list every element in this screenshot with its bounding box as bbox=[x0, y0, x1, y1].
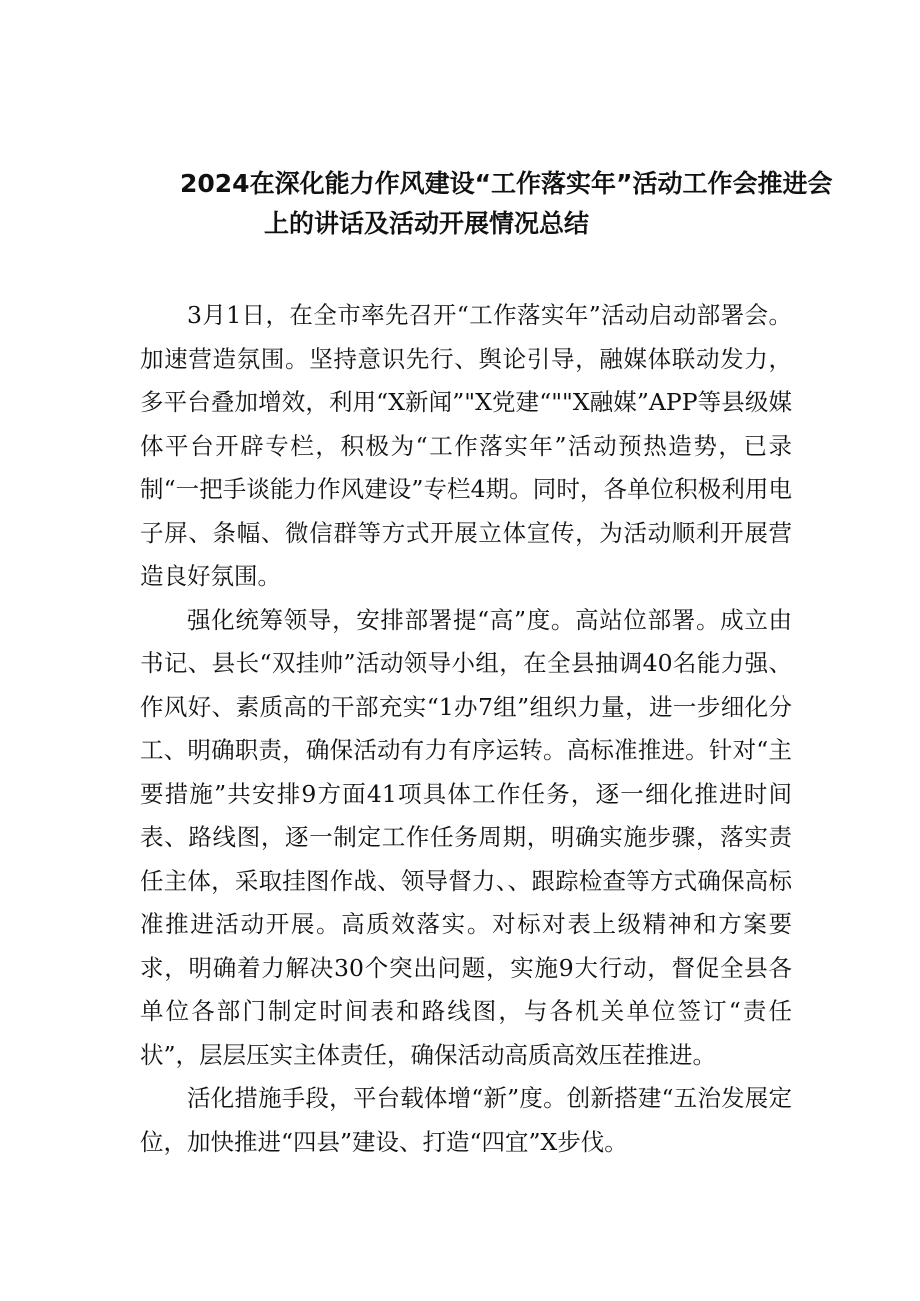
paragraph-3: 活化措施手段，平台载体增“新”度。创新搭建“五治发展定位，加快推进“四县”建设、打造“四宜”X步伐。 bbox=[140, 1084, 792, 1156]
title-line-1: 2024在深化能力作风建设“工作落实年”活动工作会推进会 bbox=[180, 169, 833, 198]
title-line-2: 上的讲话及活动开展情况总结 bbox=[264, 209, 590, 238]
document-body bbox=[140, 294, 792, 1164]
paragraph-2: 强化统筹领导，安排部署提“高”度。高站位部署。成立由书记、县长“双挂帅”活动领导小组，在全县抽调40名能力强、作风好、素质高的干部充实“1办7组”组织力量，进一步细化分工、明确职责，确保活动有力有序运转。高标准推进。针对“主要措施”共安排9方面41项具体工作任务，逐一细化推进时间表、路线图，逐一制定工作任务周期，明确实施步骤，落实责任主体，采取挂图作战、领导督力、、跟踪检查等方式确保高标准推进活动开展。高质效落实。对标对表上级精神和方案要求，明确着力解决30个突出问题，实施9大行动，督促全县各单位各部门制定时间表和路线图，与各机关单位签订“责任状”，层层压实主体责任，确保活动高质高效压茬推进。 bbox=[140, 605, 792, 1069]
document-title bbox=[140, 164, 833, 244]
paragraph-1: 3月1日，在全市率先召开“工作落实年”活动启动部署会。加速营造氛围。坚持意识先行、舆论引导，融媒体联动发力，多平台叠加增效，利用“X新闻”"X党建“""X融媒”APP等县级媒体平台开辟专栏，积极为“工作落实年”活动预热造势，已录制“一把手谈能力作风建设”专栏4期。同时，各单位积极利用电子屏、条幅、微信群等方式开展立体宣传，为活动顺利开展营造良好氛围。 bbox=[140, 301, 792, 590]
